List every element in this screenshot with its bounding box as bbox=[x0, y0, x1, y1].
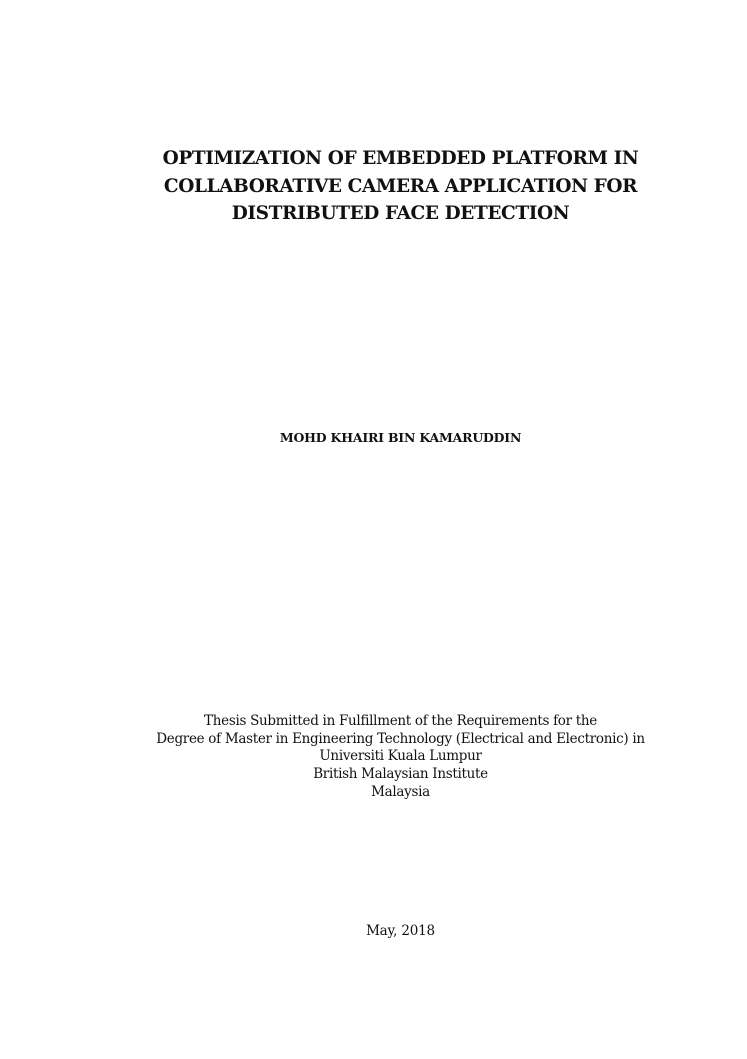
thesis-title-line: COLLABORATIVE CAMERA APPLICATION FOR bbox=[163, 175, 638, 197]
submission-line: Degree of Master in Engineering Technology (Electrical and Electronic) in bbox=[156, 730, 645, 747]
submission-line: Thesis Submitted in Fulfillment of the Requirements for the bbox=[204, 713, 597, 729]
author-name: MOHD KHAIRI BIN KAMARUDDIN bbox=[279, 430, 522, 445]
submission-date: May, 2018 bbox=[366, 923, 435, 939]
university-name: Universiti Kuala Lumpur bbox=[319, 748, 482, 765]
thesis-title-line: OPTIMIZATION OF EMBEDDED PLATFORM IN bbox=[162, 148, 639, 169]
country-name: Malaysia bbox=[371, 783, 430, 800]
submission-statement bbox=[0, 713, 747, 802]
thesis-title-line: DISTRIBUTED FACE DETECTION bbox=[231, 203, 570, 224]
thesis-title bbox=[0, 145, 747, 228]
institute-name: British Malaysian Institute bbox=[313, 766, 488, 783]
